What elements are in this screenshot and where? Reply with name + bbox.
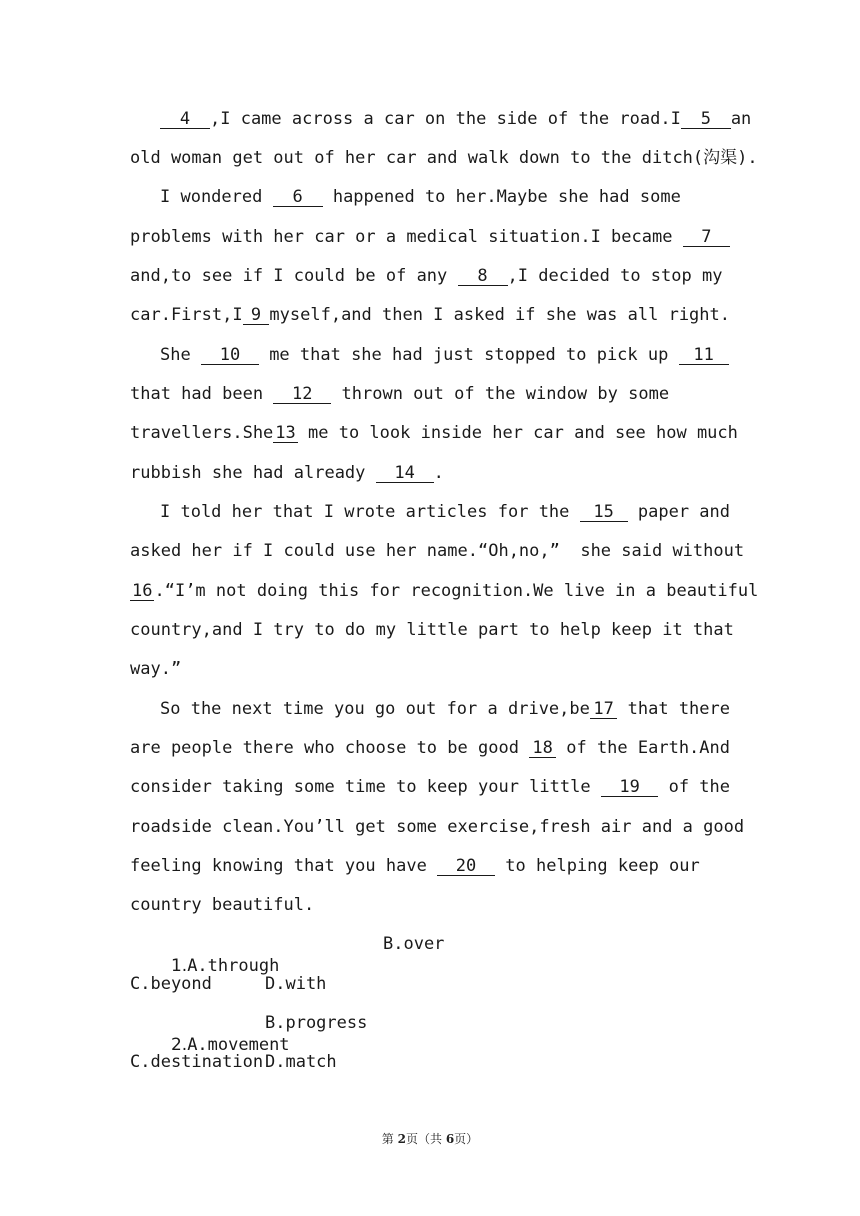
passage-text: thrown out of the window by some	[331, 384, 670, 404]
passage-line-9	[130, 422, 738, 444]
question-1-option-d[interactable]: D.with	[265, 974, 327, 994]
passage-text: I wondered	[160, 187, 273, 207]
passage-text: problems with her car or a medical situation.I became	[130, 227, 683, 247]
passage-text: an	[730, 109, 752, 129]
passage-line-5	[130, 265, 730, 287]
blank-15[interactable]: 15	[580, 503, 628, 522]
blank-6[interactable]: 6	[273, 188, 323, 207]
passage-text: of the	[658, 777, 730, 797]
question-number: 2.	[170, 1035, 188, 1055]
passage-text: roadside clean.You’ll get some exercise,fresh air and a good	[130, 817, 745, 837]
passage-text: ,I came across a car on the side of the road.I	[210, 109, 681, 129]
passage-text: car.First,I	[130, 305, 243, 325]
passage-line-2	[130, 147, 758, 169]
passage-line-15	[130, 658, 730, 680]
question-2-option-c[interactable]: C.destination	[130, 1052, 264, 1072]
footer-prefix: 第	[381, 1132, 398, 1146]
passage-line-1	[160, 108, 752, 130]
blank-11[interactable]: 11	[679, 346, 729, 365]
footer-page-number: 2	[397, 1132, 406, 1146]
blank-8[interactable]: 8	[458, 267, 508, 286]
passage-text: country,and I try to do my little part to help keep it that	[130, 620, 734, 640]
question-2-option-b[interactable]: B.progress	[265, 1013, 368, 1033]
passage-text: of the Earth.And	[556, 738, 730, 758]
passage-text: old woman get out of her car and walk down to the ditch(沟渠).	[130, 148, 758, 168]
passage-line-8	[130, 383, 730, 405]
option-text: A.movement	[187, 1035, 290, 1055]
blank-7[interactable]: 7	[683, 228, 730, 247]
passage-text: feeling knowing that you have	[130, 856, 438, 876]
blank-18[interactable]: 18	[529, 739, 556, 758]
passage-text: are people there who choose to be good	[130, 738, 530, 758]
passage-text: rubbish she had already	[130, 463, 376, 483]
passage-text: myself,and then I asked if she was all right.	[269, 305, 730, 325]
passage-line-7	[160, 344, 730, 366]
footer-total-pages: 6	[445, 1132, 455, 1146]
question-1-option-c[interactable]: C.beyond	[130, 974, 212, 994]
passage-line-19	[130, 816, 745, 838]
passage-text: .“I’m not doing this for recognition.We live in a beautiful	[154, 581, 759, 601]
passage-text: me to look inside her car and see how much	[297, 423, 738, 443]
passage-line-14	[130, 619, 734, 641]
passage-line-11	[160, 501, 730, 523]
blank-20[interactable]: 20	[437, 857, 495, 876]
blank-13[interactable]: 13	[275, 423, 296, 443]
passage-text: She	[160, 345, 201, 365]
passage-text: country beautiful.	[130, 895, 315, 915]
passage-line-18	[130, 776, 730, 798]
blank-14[interactable]: 14	[376, 464, 434, 483]
passage-text: that had been	[130, 384, 274, 404]
question-1-option-b[interactable]: B.over	[383, 934, 445, 954]
footer-suffix: 页）	[454, 1132, 479, 1146]
blank-19[interactable]: 19	[601, 778, 659, 797]
passage-text: happened to her.Maybe she had some	[322, 187, 681, 207]
passage-line-3	[160, 186, 730, 208]
passage-line-20	[130, 855, 730, 877]
passage-line-4	[130, 226, 730, 248]
footer-middle: 页（共	[405, 1132, 446, 1146]
passage-line-21	[130, 894, 730, 916]
passage-text: ,I decided to stop my	[507, 266, 723, 286]
passage-line-13	[130, 580, 759, 602]
option-text: A.through	[187, 956, 280, 976]
passage-line-10	[130, 462, 730, 484]
question-2-option-d[interactable]: D.match	[265, 1052, 337, 1072]
passage-line-16	[160, 698, 730, 720]
passage-text: way.”	[130, 659, 182, 679]
passage-line-6	[130, 304, 730, 326]
passage-text: that there	[617, 699, 730, 719]
passage-text: and,to see if I could be of any	[130, 266, 458, 286]
question-number: 1.	[170, 956, 188, 976]
blank-12[interactable]: 12	[273, 385, 331, 404]
passage-text: paper and	[627, 502, 730, 522]
blank-17[interactable]: 17	[590, 700, 618, 719]
passage-text: travellers.She	[130, 423, 274, 443]
blank-16[interactable]: 16	[132, 581, 153, 601]
passage-text: consider taking some time to keep your little	[130, 777, 601, 797]
passage-text: I told her that I wrote articles for the	[160, 502, 580, 522]
passage-text: .	[433, 463, 444, 483]
passage-text: me that she had just stopped to pick up	[258, 345, 679, 365]
passage-text: asked her if I could use her name.“Oh,no,” she said without	[130, 541, 745, 561]
passage-text: So the next time you go out for a drive,be	[160, 699, 590, 719]
passage-line-12	[130, 540, 745, 562]
blank-4[interactable]: 4	[160, 110, 210, 129]
blank-5[interactable]: 5	[681, 110, 731, 129]
blank-9[interactable]: 9	[243, 306, 270, 325]
passage-line-17	[130, 737, 730, 759]
passage-text: to helping keep our	[495, 856, 700, 876]
page-footer	[0, 1130, 860, 1147]
blank-10[interactable]: 10	[201, 346, 259, 365]
